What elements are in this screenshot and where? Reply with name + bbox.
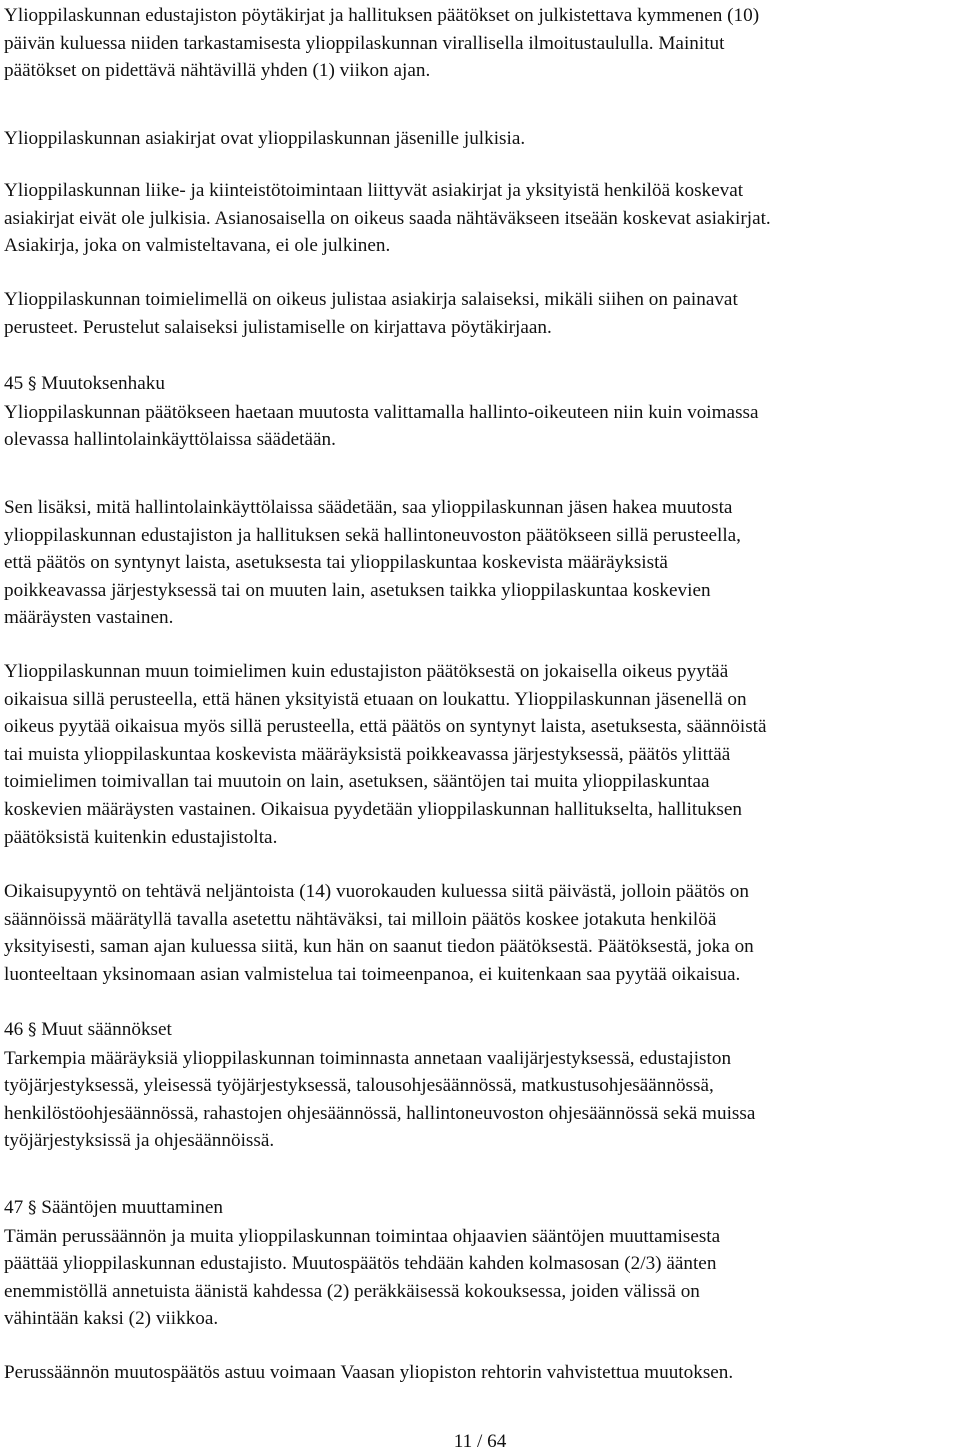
text-line: tai muista ylioppilaskuntaa koskevista määräyksistä poikkeavassa järjestyksessä, päätös ylittää — [4, 743, 731, 765]
text-line: yksityisesti, saman ajan kuluessa siitä, kun hän on saanut tiedon päätöksestä. Päätöksestä, joka on — [4, 936, 754, 958]
text-line: oikaisua sillä perusteella, että hänen yksityistä etuaan on loukattu. Ylioppilaskunnan jäsenellä on — [4, 688, 747, 710]
text-line: Ylioppilaskunnan liike- ja kiinteistötoimintaan liittyvät asiakirjat ja yksityistä henkilöä koskevat — [4, 180, 744, 201]
text-line: säännöissä määrätyllä tavalla asetettu nähtäväksi, tai milloin päätös koskee jotakuta henkilöä — [4, 908, 717, 930]
text-line: päättää ylioppilaskunnan edustajisto. Muutospäätös tehdään kahden kolmasosan (2/3) äänten — [4, 1253, 717, 1275]
text-line: Perussäännön muutospäätös astuu voimaan Vaasan yliopiston rehtorin vahvistettua muutoksen. — [4, 1362, 734, 1383]
paragraph-entry-into-force — [4, 1359, 956, 1387]
section-symbol: § — [27, 1198, 37, 1218]
paragraph-publication — [4, 2, 956, 85]
section-heading — [4, 1194, 956, 1223]
section-number: 46 — [4, 1019, 24, 1040]
section-symbol: § — [27, 374, 37, 394]
text-line: toimielimen toimivallan tai muutoin on lain, asetuksen, sääntöjen tai muita ylioppilaskuntaa — [4, 771, 710, 793]
text-line: vähintään kaksi (2) viikkoa. — [4, 1308, 219, 1330]
text-line: asiakirjat eivät ole julkisia. Asianosaisella on oikeus saada nähtäväkseen itseään koskevat asiakirjat. — [4, 207, 771, 229]
section-47 — [4, 1194, 956, 1333]
text-line: Tämän perussäännön ja muita ylioppilaskunnan toimintaa ohjaavien sääntöjen muuttamisesta — [4, 1225, 721, 1247]
text-line: perusteet. Perustelut salaiseksi julistamiselle on kirjattava pöytäkirjaan. — [4, 316, 552, 338]
section-title: Muut säännökset — [41, 1019, 172, 1040]
text-line: päivän kuluessa niiden tarkastamisesta ylioppilaskunnan virallisella ilmoitustaululla. Mainitut — [4, 32, 725, 54]
text-line: Ylioppilaskunnan muun toimielimen kuin edustajiston päätöksestä on jokaisella oikeus pyytää — [4, 661, 729, 682]
page-number: 11 / 64 — [453, 1431, 507, 1452]
section-heading — [4, 370, 956, 399]
section-heading — [4, 1016, 956, 1045]
paragraph-rectification-request — [4, 658, 956, 851]
section-title: Muutoksenhaku — [41, 373, 165, 394]
text-line: Ylioppilaskunnan toimielimellä on oikeus julistaa asiakirja salaiseksi, mikäli siihen on painavat — [4, 289, 738, 310]
section-symbol: § — [27, 1020, 37, 1040]
section-number: 45 — [4, 373, 24, 394]
text-line: Ylioppilaskunnan edustajiston pöytäkirjat ja hallituksen päätökset on julkistettava kymmenen (10) — [4, 5, 760, 26]
text-line: oikeus pyytää oikaisua myös sillä perusteella, että päätös on syntynyt laista, asetuksesta, säännöistä — [4, 716, 767, 738]
section-46 — [4, 1016, 956, 1155]
text-line: poikkeavassa järjestyksessä tai on muuten lain, asetuksen taikka ylioppilaskuntaa koskevien — [4, 579, 711, 601]
text-line: henkilöstöohjesäännössä, rahastojen ohjesäännössä, hallintoneuvoston ohjesäännössä sekä muissa — [4, 1102, 756, 1124]
text-line: työjärjestyksissä ja ohjesäännöissä. — [4, 1130, 275, 1152]
paragraph-rectification-deadline — [4, 878, 956, 988]
text-line: enemmistöllä annetuista äänistä kahdessa (2) peräkkäisessä kokouksessa, joiden välissä on — [4, 1280, 700, 1302]
text-line: Sen lisäksi, mitä hallintolainkäyttölaissa säädetään, saa ylioppilaskunnan jäsen hakea muutosta — [4, 497, 733, 518]
section-title: Sääntöjen muuttaminen — [41, 1197, 223, 1218]
section-45 — [4, 370, 956, 454]
text-line: Ylioppilaskunnan päätökseen haetaan muutosta valittamalla hallinto-oikeuteen niin kuin voimassa — [4, 401, 759, 423]
text-line: työjärjestyksessä, yleisessä työjärjestyksessä, talousohjesäännössä, matkustusohjesäännössä, — [4, 1075, 714, 1097]
text-line: Asiakirja, joka on valmisteltavana, ei ole julkinen. — [4, 235, 391, 257]
text-line: määräysten vastainen. — [4, 607, 174, 629]
text-line: että päätös on syntynyt laista, asetuksesta tai ylioppilaskuntaa koskevista määräyksistä — [4, 552, 668, 574]
text-line: koskevien määräysten vastainen. Oikaisua pyydetään ylioppilaskunnan hallitukselta, hallituksen — [4, 798, 742, 820]
paragraph-appeal-grounds — [4, 494, 956, 632]
text-line: Tarkempia määräyksiä ylioppilaskunnan toiminnasta annetaan vaalijärjestyksessä, edustajiston — [4, 1047, 732, 1069]
paragraph-public-documents — [4, 125, 956, 153]
text-line: Ylioppilaskunnan asiakirjat ovat ylioppilaskunnan jäsenille julkisia. — [4, 128, 526, 149]
text-line: ylioppilaskunnan edustajiston ja hallituksen sekä hallintoneuvoston päätökseen sillä perusteella, — [4, 524, 741, 546]
text-line: luonteeltaan yksinomaan asian valmistelua tai toimeenpanoa, ei kuitenkaan saa pyytää oikaisua. — [4, 963, 741, 985]
paragraph-secret-documents — [4, 286, 956, 341]
text-line: Oikaisupyyntö on tehtävä neljäntoista (14) vuorokauden kuluessa siitä päivästä, jolloin päätös on — [4, 881, 749, 902]
paragraph-non-public-documents — [4, 177, 956, 260]
text-line: olevassa hallintolainkäyttölaissa säädetään. — [4, 429, 336, 451]
text-line: päätöksistä kuitenkin edustajistolta. — [4, 826, 278, 848]
text-line: päätökset on pidettävä nähtävillä yhden (1) viikon ajan. — [4, 60, 431, 82]
section-number: 47 — [4, 1197, 24, 1218]
